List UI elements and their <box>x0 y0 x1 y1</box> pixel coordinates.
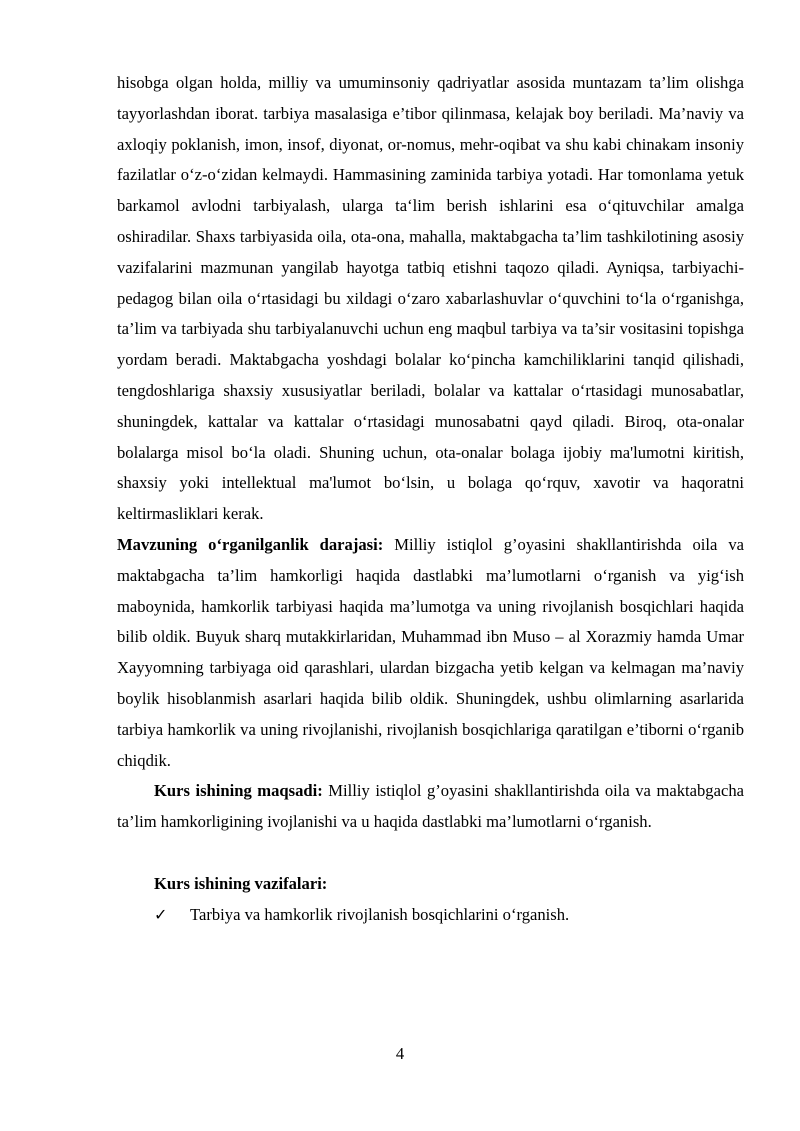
course-goal-text: Milliy istiqlol g’oyasini shakllantirishda oila va maktabgacha ta’lim hamkorligining ivojlanishi va u haqida dastlabki ma’lumotlarni o‘rganish. <box>117 781 744 832</box>
body-paragraph: hisobga olgan holda, milliy va umuminsoniy qadriyatlar asosida muntazam ta’lim olishga tayyorlashdan iborat. tarbiya masalasiga e’tibor qilinmasa, kelajak boy beriladi. Ma’naviy va axloqiy poklanish, imon, insof, diyonat, or-nomus, mehr-oqibat va shu kabi chinakam insoniy fazilatlar o‘z-o‘zidan kelmaydi. Hammasining zaminida tarbiya yotadi. Har tomonlama yetuk barkamol avlodni tarbiyalash, ularga ta‘lim berish ishlarini esa o‘qituvchilar amalga oshiradilar. Shaxs tarbiyasida oila, ota-ona, mahalla, maktabgacha ta’lim tashkilotining asosiy vazifalarini mazmunan yangilab hayotga tatbiq etishni taqozo qiladi. Ayniqsa, tarbiyachi-pedagog bilan oila o‘rtasidagi bu xildagi o‘zaro xabarlashuvlar o‘quvchini to‘la o‘rganishga, ta’lim va tarbiyada shu tarbiyalanuvchi uchun eng maqbul tarbiya va ta’sir vositasini topishga yordam beradi. Maktabgacha yoshdagi bolalar ko‘pincha kamchiliklarini tanqid qilishadi, tengdoshlariga shaxsiy xususiyatlar beriladi, bolalar va kattalar o‘rtasidagi munosabatlar, shuningdek, kattalar va kattalar o‘rtasidagi munosabatni qayd qiladi. Biroq, ota-onalar bolalarga misol bo‘la oladi. Shuning uchun, ota-onalar bolaga ijobiy ma'lumotni kiritish, shaxsiy yoki intellektual ma'lumot bo‘lsin, u bolaga qo‘rquv, xavotir va haqoratni keltirmasliklari kerak. <box>117 73 744 524</box>
document-page <box>117 68 744 930</box>
blank-line <box>117 838 744 869</box>
task-text: Tarbiya va hamkorlik rivojlanish bosqichlarini o‘rganish. <box>190 904 570 924</box>
course-goal-paragraph <box>117 776 744 838</box>
check-icon: ✓ <box>154 904 168 924</box>
page-number: 4 <box>395 1044 405 1063</box>
study-degree-paragraph <box>117 530 744 776</box>
course-goal-heading: Kurs ishining maqsadi: <box>154 781 323 801</box>
list-item <box>154 900 744 931</box>
course-tasks-list <box>117 900 744 931</box>
course-tasks-heading: Kurs ishining vazifalari: <box>154 873 328 893</box>
study-degree-text: Milliy istiqlol g’oyasini shakllantirishda oila va maktabgacha ta’lim hamkorligi haqida dastlabki ma’lumotlarni o‘rganish va yig‘ish maboynida, hamkorlik tarbiyasi haqida ma’lumotga va uning rivojlanish bosqichlari haqida bilib oldik. Buyuk sharq mutakkirlaridan, Muhammad ibn Muso – al Xorazmiy hamda Umar Xayyomning tarbiyaga oid qarashlari, ulardan bizgacha yetib kelgan va kelmagan ma’naviy boylik hisoblanmish asarlari haqida bilib oldik. Shuningdek, ushbu olimlarning asarlarida tarbiya hamkorlik va uning rivojlanishi, rivojlanish bosqichlariga qaratilgan e’tiborni o‘rganib chiqdik. <box>117 534 744 770</box>
study-degree-heading: Mavzuning o‘rganilganlik darajasi: <box>117 534 384 554</box>
